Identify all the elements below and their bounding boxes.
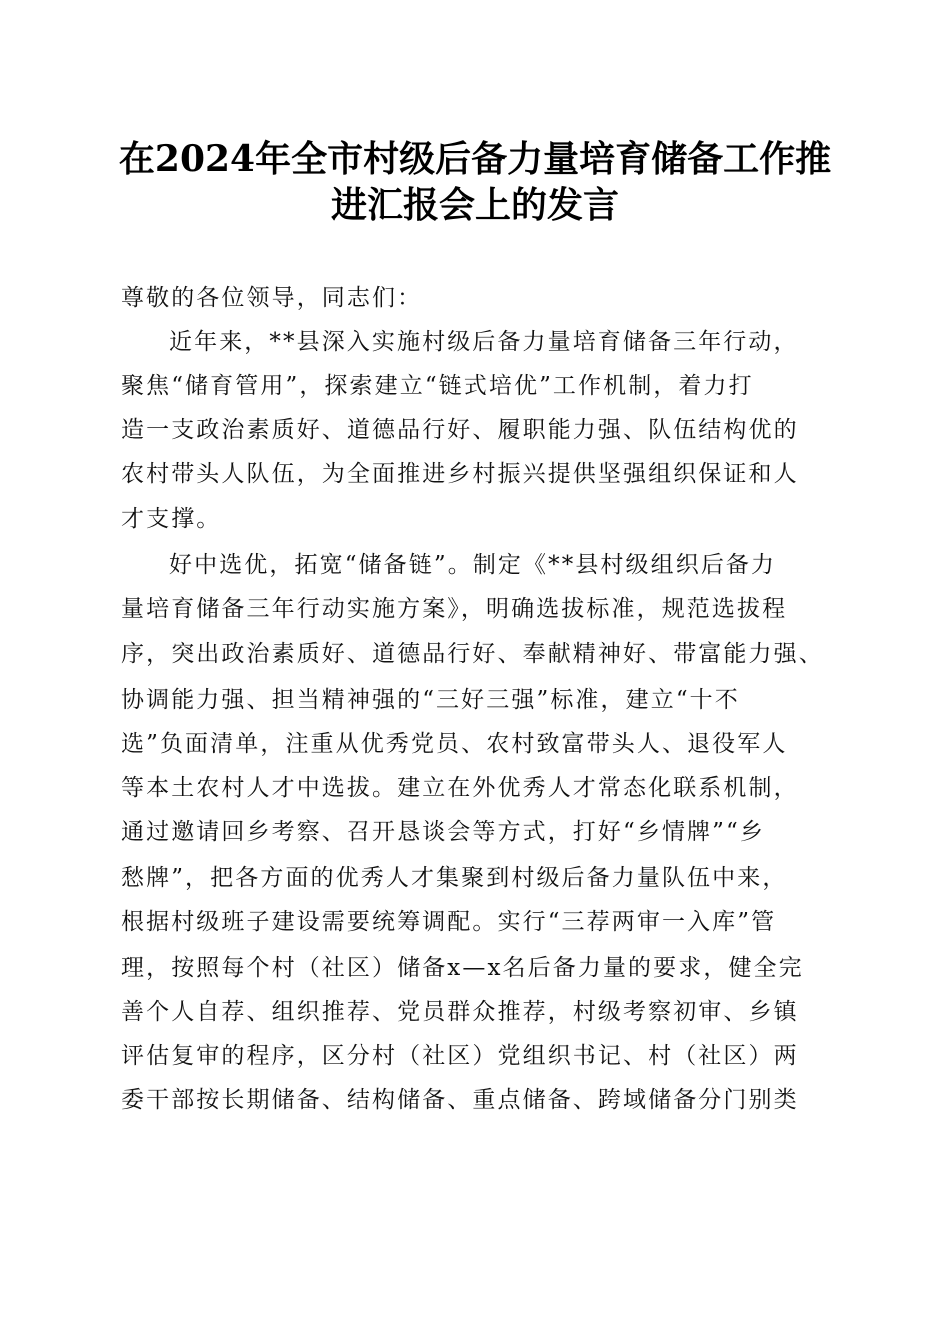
document-title-line-2: 进汇报会上的发言: [330, 184, 619, 226]
paragraph-2-line-8: 愁牌”，把各方面的优秀人才集聚到村级后备力量队伍中来，: [121, 865, 788, 891]
paragraph-2-line-12: 评估复审的程序，区分村（社区）党组织书记、村（社区）两: [121, 1043, 799, 1069]
paragraph-1-line-4: 农村带头人队伍，为全面推进乡村振兴提供坚强组织保证和人: [121, 461, 799, 487]
paragraph-2-line-11: 善个人自荐、组织推荐、党员群众推荐，村级考察初审、乡镇: [121, 999, 799, 1025]
paragraph-2-line-2: 量培育储备三年行动实施方案》，明确选拔标准，规范选拔程: [121, 596, 788, 622]
paragraph-1-line-1: 近年来，**县深入实施村级后备力量培育储备三年行动，: [169, 329, 799, 355]
paragraph-2-line-3: 序，突出政治素质好、道德品行好、奉献精神好、带富能力强、: [121, 641, 824, 667]
document-title-line-1: 在2024年全市村级后备力量培育储备工作推: [118, 138, 832, 180]
paragraph-2-line-10: 理，按照每个村（社区）储备x—x名后备力量的要求，健全完: [121, 955, 804, 981]
paragraph-2-line-9: 根据村级班子建设需要统筹调配。实行“三荐两审一入库”管: [121, 909, 777, 935]
paragraph-1-line-3: 造一支政治素质好、道德品行好、履职能力强、队伍结构优的: [121, 417, 799, 443]
paragraph-1-line-2: 聚焦“储育管用”，探索建立“链式培优”工作机制，着力打: [121, 373, 754, 399]
salutation: 尊敬的各位领导，同志们：: [121, 285, 423, 311]
paragraph-2-line-7: 通过邀请回乡考察、召开恳谈会等方式，打好“乡情牌”“乡: [121, 819, 765, 845]
paragraph-2-line-5: 选”负面清单，注重从优秀党员、农村致富带头人、退役军人: [121, 731, 788, 757]
paragraph-2-line-6: 等本土农村人才中选拔。建立在外优秀人才常态化联系机制，: [121, 775, 799, 801]
paragraph-2-line-4: 协调能力强、担当精神强的“三好三强”标准，建立“十不: [121, 687, 740, 713]
paragraph-1-line-5: 才支撑。: [121, 506, 222, 532]
paragraph-2-line-13: 委干部按长期储备、结构储备、重点储备、跨域储备分门别类: [121, 1087, 799, 1113]
paragraph-2-line-1: 好中选优，拓宽“储备链”。制定《**县村级组织后备力: [169, 552, 777, 578]
